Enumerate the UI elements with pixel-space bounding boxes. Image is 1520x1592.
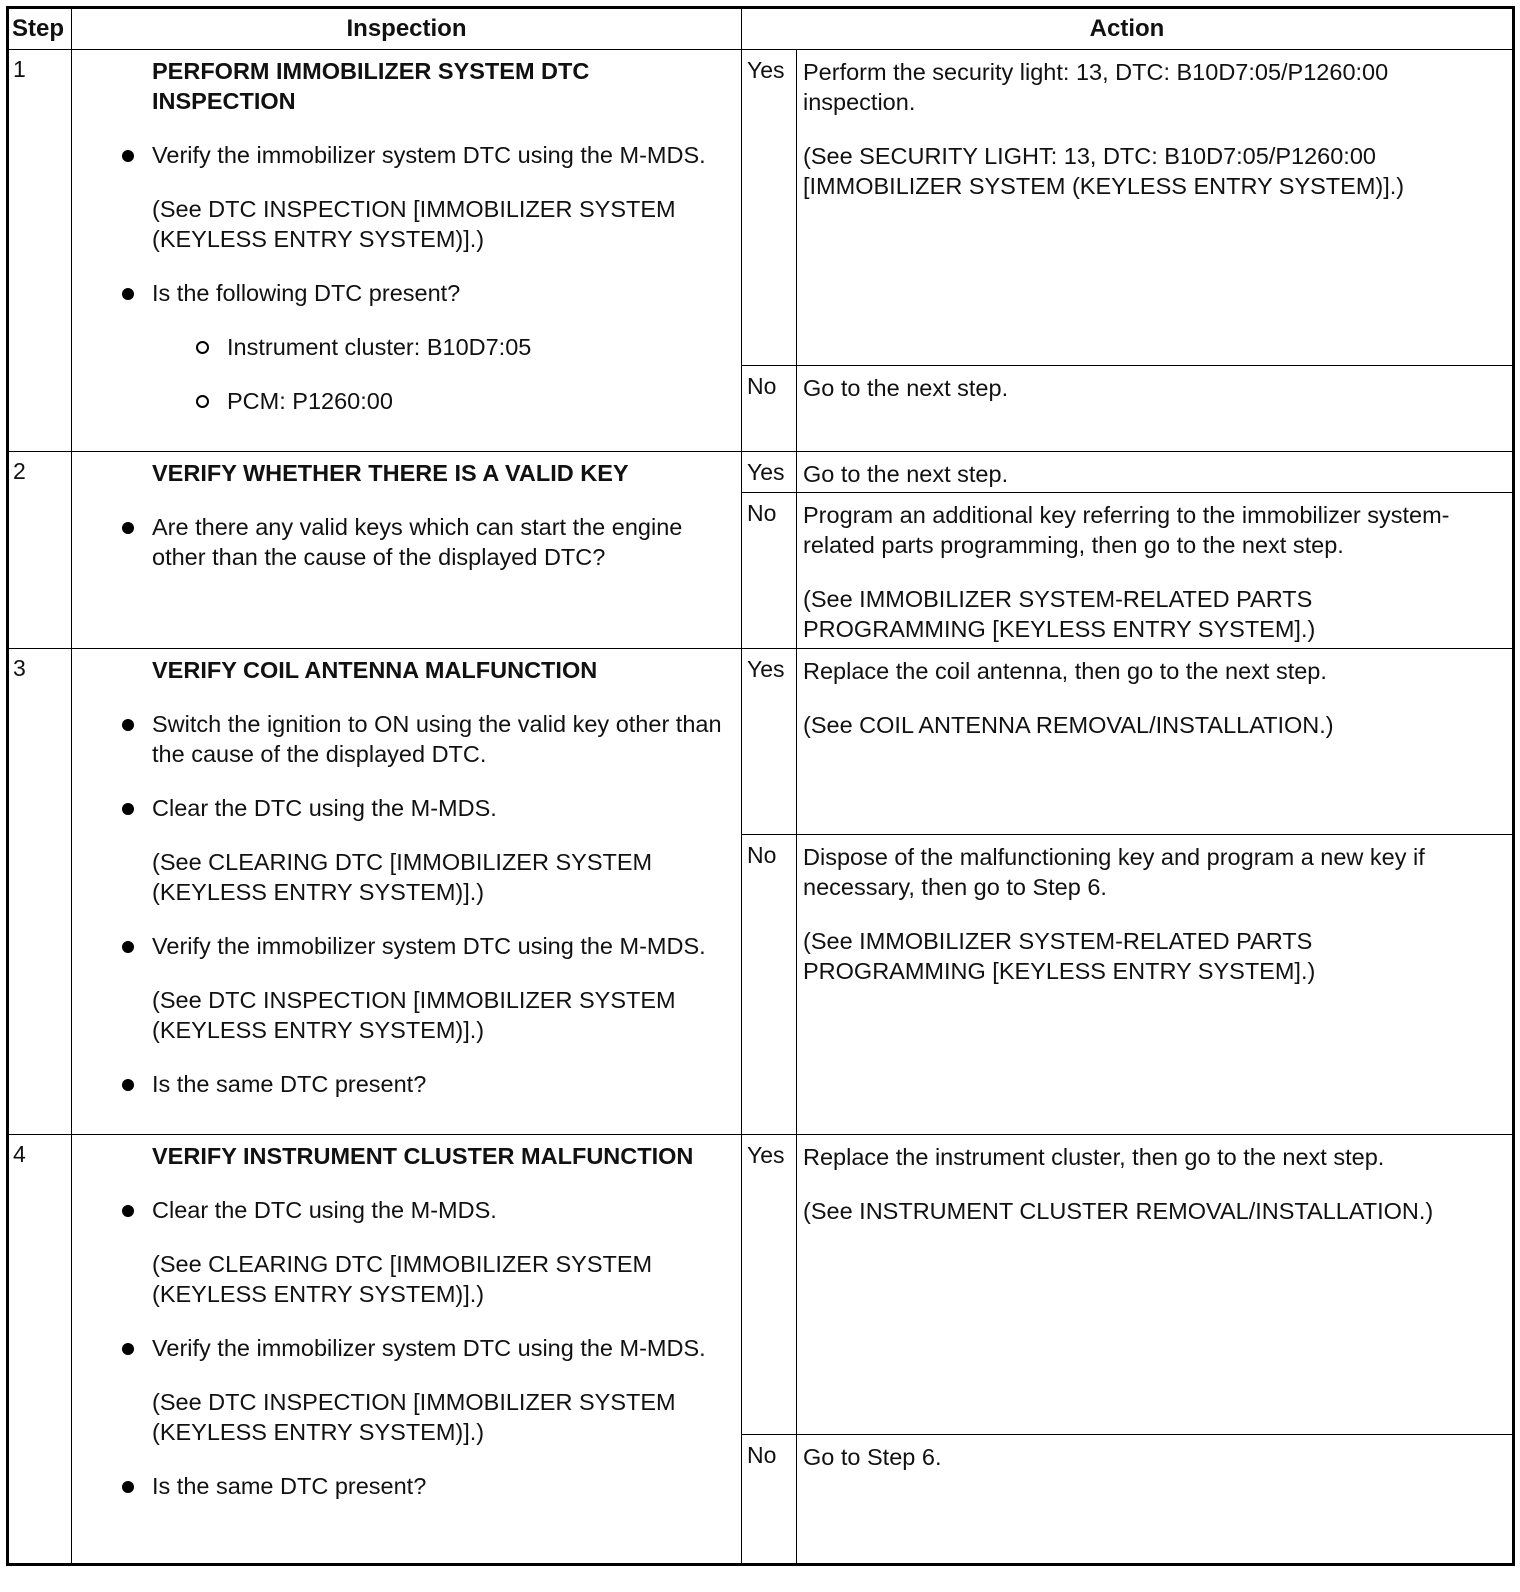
reference-note: (See DTC INSPECTION [IMMOBILIZER SYSTEM (KEYLESS ENTRY SYSTEM)].) — [152, 987, 676, 1043]
no-label: No — [747, 373, 777, 399]
step-2-inspection-cell — [72, 452, 742, 649]
no-action-cell — [797, 835, 1514, 1135]
inspection-bullet: Verify the immobilizer system DTC using the M-MDS. — [152, 1333, 727, 1363]
yes-label: Yes — [747, 656, 785, 682]
no-label: No — [747, 842, 777, 868]
step-number: 3 — [13, 655, 26, 681]
no-label: No — [747, 500, 777, 526]
reference-note: (See DTC INSPECTION [IMMOBILIZER SYSTEM (KEYLESS ENTRY SYSTEM)].) — [152, 196, 676, 252]
header-inspection: Inspection — [72, 8, 742, 50]
step-1-number-cell — [8, 50, 72, 452]
no-label-cell — [742, 493, 797, 649]
reference-note: (See DTC INSPECTION [IMMOBILIZER SYSTEM (KEYLESS ENTRY SYSTEM)].) — [152, 1389, 676, 1445]
step-4-number-cell — [8, 1135, 72, 1565]
yes-label: Yes — [747, 459, 785, 485]
yes-label-cell — [742, 452, 797, 493]
step-title: VERIFY COIL ANTENNA MALFUNCTION — [152, 657, 598, 683]
inspection-bullet: Is the following DTC present? — [152, 278, 727, 308]
step-1-yes-row — [8, 50, 1514, 366]
step-title: VERIFY WHETHER THERE IS A VALID KEY — [152, 460, 629, 486]
step-4-yes-row — [8, 1135, 1514, 1435]
step-2-number-cell — [8, 452, 72, 649]
action-text: Go to Step 6. — [803, 1444, 942, 1470]
action-text: Dispose of the malfunctioning key and program a new key if necessary, then go to Step 6. — [803, 844, 1425, 900]
yes-action-cell — [797, 649, 1514, 835]
step-3-number-cell — [8, 649, 72, 1135]
no-label-cell — [742, 835, 797, 1135]
inspection-bullet: Is the same DTC present? — [152, 1069, 727, 1099]
step-title: VERIFY INSTRUMENT CLUSTER MALFUNCTION — [152, 1143, 694, 1169]
yes-label-cell — [742, 50, 797, 366]
yes-action-cell — [797, 452, 1514, 493]
diagnostic-table — [6, 6, 1515, 1566]
step-3-yes-row — [8, 649, 1514, 835]
reference-note: (See CLEARING DTC [IMMOBILIZER SYSTEM (KEYLESS ENTRY SYSTEM)].) — [152, 1251, 653, 1307]
step-number: 2 — [13, 458, 26, 484]
yes-label-cell — [742, 649, 797, 835]
dtc-sub-item: PCM: P1260:00 — [227, 386, 727, 416]
inspection-bullet: Clear the DTC using the M-MDS. — [152, 1195, 727, 1225]
no-label-cell — [742, 1435, 797, 1565]
step-number: 1 — [13, 56, 26, 82]
header-action: Action — [742, 8, 1514, 50]
action-text: Perform the security light: 13, DTC: B10D7:05/P1260:00 inspection. — [803, 59, 1389, 115]
action-text: Go to the next step. — [803, 461, 1009, 487]
no-action-cell — [797, 1435, 1514, 1565]
reference-note: (See IMMOBILIZER SYSTEM-RELATED PARTS PROGRAMMING [KEYLESS ENTRY SYSTEM].) — [803, 586, 1316, 642]
yes-label-cell — [742, 1135, 797, 1435]
diagnostic-procedure-sheet — [6, 6, 1512, 1586]
inspection-bullet: Clear the DTC using the M-MDS. — [152, 793, 727, 823]
yes-action-cell — [797, 1135, 1514, 1435]
action-text: Replace the instrument cluster, then go to the next step. — [803, 1144, 1385, 1170]
no-label-cell — [742, 366, 797, 452]
inspection-bullet: Verify the immobilizer system DTC using the M-MDS. — [152, 140, 727, 170]
reference-note: (See INSTRUMENT CLUSTER REMOVAL/INSTALLATION.) — [803, 1198, 1434, 1224]
yes-label: Yes — [747, 1142, 785, 1168]
reference-note: (See SECURITY LIGHT: 13, DTC: B10D7:05/P1260:00 [IMMOBILIZER SYSTEM (KEYLESS ENTRY SYSTEM)].) — [803, 143, 1405, 199]
no-label: No — [747, 1442, 777, 1468]
action-text: Program an additional key referring to the immobilizer system-related parts programming, then go to the next step. — [803, 502, 1450, 558]
inspection-bullet: Verify the immobilizer system DTC using the M-MDS. — [152, 931, 727, 961]
step-3-inspection-cell — [72, 649, 742, 1135]
dtc-sub-item: Instrument cluster: B10D7:05 — [227, 332, 727, 362]
inspection-bullet: Switch the ignition to ON using the valid key other than the cause of the displayed DTC. — [152, 709, 727, 769]
no-action-cell — [797, 366, 1514, 452]
step-4-inspection-cell — [72, 1135, 742, 1565]
step-title: PERFORM IMMOBILIZER SYSTEM DTC INSPECTION — [152, 58, 590, 114]
yes-action-cell — [797, 50, 1514, 366]
yes-label: Yes — [747, 57, 785, 83]
reference-note: (See IMMOBILIZER SYSTEM-RELATED PARTS PROGRAMMING [KEYLESS ENTRY SYSTEM].) — [803, 928, 1316, 984]
action-text: Replace the coil antenna, then go to the next step. — [803, 658, 1327, 684]
inspection-bullet: Are there any valid keys which can start the engine other than the cause of the displayed DTC? — [152, 512, 727, 572]
action-text: Go to the next step. — [803, 375, 1009, 401]
header-step: Step — [8, 8, 72, 50]
table-header-row — [8, 8, 1514, 50]
step-1-inspection-cell — [72, 50, 742, 452]
reference-note: (See COIL ANTENNA REMOVAL/INSTALLATION.) — [803, 712, 1334, 738]
reference-note: (See CLEARING DTC [IMMOBILIZER SYSTEM (KEYLESS ENTRY SYSTEM)].) — [152, 849, 653, 905]
step-2-yes-row — [8, 452, 1514, 493]
step-number: 4 — [13, 1141, 26, 1167]
no-action-cell — [797, 493, 1514, 649]
inspection-bullet: Is the same DTC present? — [152, 1471, 727, 1501]
